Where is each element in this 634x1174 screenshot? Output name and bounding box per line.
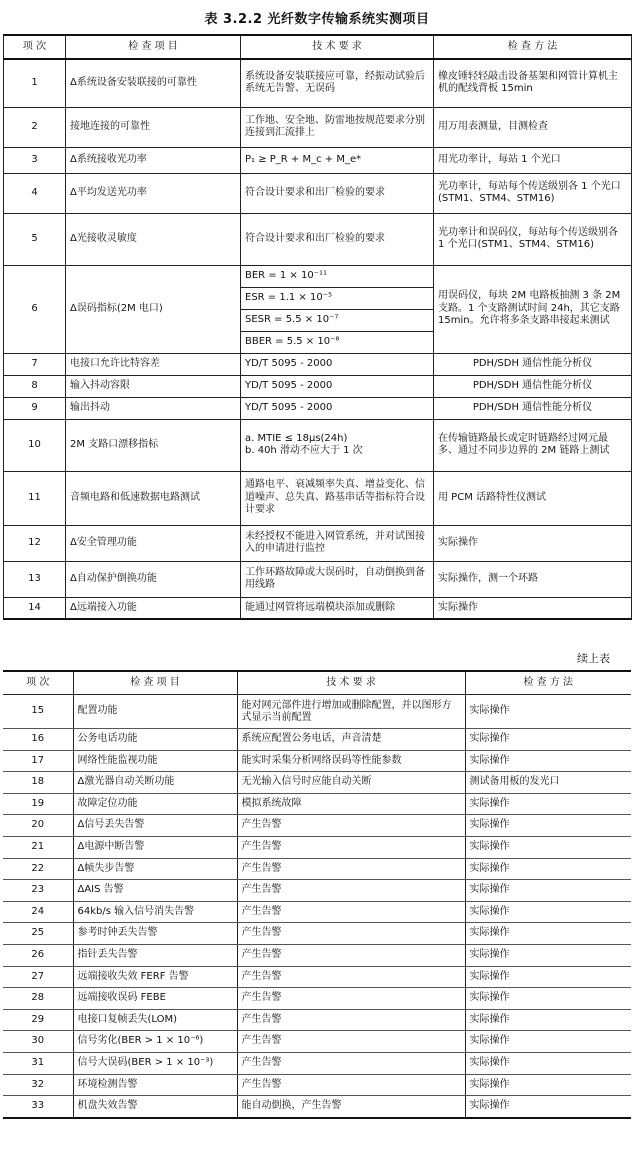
header-no: 项 次	[4, 35, 66, 59]
row-number: 32	[3, 1074, 73, 1096]
continued-label: 续上表	[577, 652, 610, 665]
row-number: 5	[4, 213, 66, 265]
check-method: 实际操作	[465, 836, 631, 858]
row-number: 33	[3, 1096, 73, 1118]
technical-requirement: 产生告警	[237, 836, 465, 858]
check-item: 接地连接的可靠性	[66, 107, 241, 147]
check-method: 实际操作	[465, 901, 631, 923]
row-number: 1	[4, 59, 66, 107]
row-number: 30	[3, 1031, 73, 1053]
check-method: 实际操作，测一个环路	[434, 561, 632, 597]
requirement-ber: BER = 1 × 10⁻¹¹	[241, 265, 434, 287]
table-row	[4, 561, 632, 597]
table-row	[3, 901, 631, 923]
technical-requirement: 能通过网管将远端模块添加或删除	[241, 597, 434, 619]
row-number: 29	[3, 1009, 73, 1031]
table-row	[3, 1074, 631, 1096]
header-method: 检 查 方 法	[434, 35, 632, 59]
row-number: 20	[3, 815, 73, 837]
check-method: PDH/SDH 通信性能分析仪	[434, 353, 632, 375]
check-item: Δ帧失步告警	[73, 858, 237, 880]
table-header-row	[4, 35, 632, 59]
table-row	[3, 750, 631, 772]
table-row	[3, 772, 631, 794]
table-row	[4, 353, 632, 375]
technical-requirement: 无光输入信号时应能自动关断	[237, 772, 465, 794]
check-method: 用误码仪，每块 2M 电路板抽测 3 条 2M 支路。1 个支路测试时间 24h，其它支路 15min。允许将多条支路串接起来测试	[434, 265, 632, 353]
header-requirement: 技 术 要 求	[237, 671, 465, 695]
check-method: 实际操作	[465, 1074, 631, 1096]
technical-requirement: 能实时采集分析网络误码等性能参数	[237, 750, 465, 772]
technical-requirement: 产生告警	[237, 858, 465, 880]
check-item: 电接口允许比特容差	[66, 353, 241, 375]
check-method: 实际操作	[465, 944, 631, 966]
row-number: 2	[4, 107, 66, 147]
technical-requirement: 产生告警	[237, 944, 465, 966]
check-item: 64kb/s 输入信号消失告警	[73, 901, 237, 923]
check-method: 实际操作	[465, 695, 631, 729]
check-item: 参考时钟丢失告警	[73, 923, 237, 945]
technical-requirement: 产生告警	[237, 988, 465, 1010]
row-number: 7	[4, 353, 66, 375]
technical-requirement: 产生告警	[237, 1009, 465, 1031]
table-row	[3, 695, 631, 729]
row-number: 17	[3, 750, 73, 772]
requirement-slip: b. 40h 滑动不应大于 1 次	[245, 445, 363, 456]
table-row	[4, 173, 632, 213]
row-number: 15	[3, 695, 73, 729]
check-method: 实际操作	[465, 750, 631, 772]
check-item: ΔAIS 告警	[73, 880, 237, 902]
check-item: 故障定位功能	[73, 793, 237, 815]
check-method: 光功率计和误码仪，每站每个传送级别各 1 个光口(STM1、STM4、STM16)	[434, 213, 632, 265]
row-number: 28	[3, 988, 73, 1010]
row-number: 3	[4, 147, 66, 173]
table-row	[4, 597, 632, 619]
table-row	[3, 1009, 631, 1031]
row-number: 27	[3, 966, 73, 988]
table-row	[4, 471, 632, 525]
check-method: 实际操作	[465, 815, 631, 837]
technical-requirement: 能对网元部件进行增加或删除配置，并以图形方式显示当前配置	[237, 695, 465, 729]
table-row	[3, 988, 631, 1010]
row-number: 25	[3, 923, 73, 945]
check-item: Δ电源中断告警	[73, 836, 237, 858]
header-method: 检 查 方 法	[465, 671, 631, 695]
row-number: 14	[4, 597, 66, 619]
technical-requirement: 产生告警	[237, 1052, 465, 1074]
row-number: 19	[3, 793, 73, 815]
check-method: 橡皮锤轻轻敲击设备基架和网管计算机主机的配线背板 15min	[434, 59, 632, 107]
header-no: 项 次	[3, 671, 73, 695]
technical-requirement: YD/T 5095 - 2000	[241, 353, 434, 375]
table-row	[4, 419, 632, 471]
header-item: 检 查 项 目	[66, 35, 241, 59]
table-row	[3, 880, 631, 902]
check-method: PDH/SDH 通信性能分析仪	[434, 375, 632, 397]
check-item: Δ系统设备安装联接的可靠性	[66, 59, 241, 107]
row-number: 18	[3, 772, 73, 794]
check-method: 实际操作	[465, 1031, 631, 1053]
check-method: 用 PCM 话路特性仪测试	[434, 471, 632, 525]
row-number: 22	[3, 858, 73, 880]
row-number: 31	[3, 1052, 73, 1074]
technical-requirement: 产生告警	[237, 880, 465, 902]
technical-requirement: YD/T 5095 - 2000	[241, 397, 434, 419]
check-item: 配置功能	[73, 695, 237, 729]
technical-requirement: 系统应配置公务电话，声音清楚	[237, 729, 465, 751]
table-header-row	[3, 671, 631, 695]
technical-requirement: 产生告警	[237, 923, 465, 945]
technical-requirement: 未经授权不能进入网管系统，并对试图接入的申请进行监控	[241, 525, 434, 561]
check-method: 实际操作	[465, 1052, 631, 1074]
check-item: 机盘失效告警	[73, 1096, 237, 1118]
row-number: 8	[4, 375, 66, 397]
row-number: 10	[4, 419, 66, 471]
row-number: 23	[3, 880, 73, 902]
requirement-esr: ESR = 1.1 × 10⁻⁵	[241, 287, 434, 309]
check-item: 网络性能监视功能	[73, 750, 237, 772]
technical-requirement: 模拟系统故障	[237, 793, 465, 815]
check-item: 信号劣化(BER > 1 × 10⁻⁶)	[73, 1031, 237, 1053]
table-row	[3, 1031, 631, 1053]
technical-requirement: 产生告警	[237, 901, 465, 923]
technical-requirement	[241, 419, 434, 471]
row-number: 6	[4, 265, 66, 353]
table-row	[4, 147, 632, 173]
check-item: 环境检测告警	[73, 1074, 237, 1096]
technical-requirement: 符合设计要求和出厂检验的要求	[241, 213, 434, 265]
check-method: 光功率计，每站每个传送级别各 1 个光口(STM1、STM4、STM16)	[434, 173, 632, 213]
table-row	[3, 923, 631, 945]
check-method: 实际操作	[465, 966, 631, 988]
technical-requirement: 能自动倒换，产生告警	[237, 1096, 465, 1118]
row-number: 12	[4, 525, 66, 561]
check-method: 实际操作	[465, 793, 631, 815]
continued-table	[3, 670, 631, 1119]
check-item: Δ激光器自动关断功能	[73, 772, 237, 794]
table-row	[4, 375, 632, 397]
table-row	[3, 815, 631, 837]
check-method: 实际操作	[465, 858, 631, 880]
check-method: 实际操作	[465, 729, 631, 751]
continued-table-body	[3, 695, 631, 1118]
table-row	[3, 944, 631, 966]
check-item: 电接口复帧丢失(LOM)	[73, 1009, 237, 1031]
requirement-mtie: a. MTIE ≤ 18μs(24h)	[245, 432, 348, 444]
technical-requirement: 产生告警	[237, 1031, 465, 1053]
table-row	[4, 213, 632, 265]
technical-requirement: 产生告警	[237, 1074, 465, 1096]
row-number: 16	[3, 729, 73, 751]
check-item: 远端接收误码 FEBE	[73, 988, 237, 1010]
check-item: Δ光接收灵敏度	[66, 213, 241, 265]
check-item: Δ系统接收光功率	[66, 147, 241, 173]
technical-requirement: 工作环路故障或大误码时，自动倒换到备用线路	[241, 561, 434, 597]
header-requirement: 技 术 要 求	[241, 35, 434, 59]
row-number: 21	[3, 836, 73, 858]
technical-requirement: 符合设计要求和出厂检验的要求	[241, 173, 434, 213]
header-item: 检 查 项 目	[73, 671, 237, 695]
check-method: 在传输链路最长或定时链路经过网元最多、通过不同步边界的 2M 链路上测试	[434, 419, 632, 471]
table-row	[3, 858, 631, 880]
check-item: 信号大误码(BER > 1 × 10⁻³)	[73, 1052, 237, 1074]
row-number: 24	[3, 901, 73, 923]
table-row	[4, 397, 632, 419]
technical-requirement: 工作地、安全地、防雷地按规范要求分别连接到汇流排上	[241, 107, 434, 147]
check-item: 输出抖动	[66, 397, 241, 419]
table-row	[4, 59, 632, 107]
check-item: 输入抖动容限	[66, 375, 241, 397]
check-method: 实际操作	[465, 923, 631, 945]
table-row	[3, 1096, 631, 1118]
check-item: Δ平均发送光功率	[66, 173, 241, 213]
table-row	[3, 1052, 631, 1074]
row-number: 13	[4, 561, 66, 597]
table-row	[3, 793, 631, 815]
row-number: 11	[4, 471, 66, 525]
check-method: 实际操作	[465, 1009, 631, 1031]
requirement-sesr: SESR = 5.5 × 10⁻⁷	[241, 309, 434, 331]
check-method: 实际操作	[465, 1096, 631, 1118]
technical-requirement: YD/T 5095 - 2000	[241, 375, 434, 397]
check-method: PDH/SDH 通信性能分析仪	[434, 397, 632, 419]
table-row	[4, 265, 632, 287]
check-method: 实际操作	[434, 597, 632, 619]
test-items-table	[3, 34, 632, 620]
row-number: 4	[4, 173, 66, 213]
check-item: 2M 支路口漂移指标	[66, 419, 241, 471]
check-item: 远端接收失效 FERF 告警	[73, 966, 237, 988]
technical-requirement: 系统设备安装联接应可靠，经振动试验后系统无告警、无误码	[241, 59, 434, 107]
row-number: 9	[4, 397, 66, 419]
check-item: Δ安全管理功能	[66, 525, 241, 561]
check-item: Δ信号丢失告警	[73, 815, 237, 837]
check-method: 实际操作	[434, 525, 632, 561]
technical-requirement: P₁ ≥ P_R + M_c + M_e*	[241, 147, 434, 173]
check-method: 实际操作	[465, 880, 631, 902]
requirement-bber: BBER = 5.5 × 10⁻⁸	[241, 331, 434, 353]
check-item: Δ自动保护倒换功能	[66, 561, 241, 597]
check-item: Δ误码指标(2M 电口)	[66, 265, 241, 353]
check-method: 测试备用板的发光口	[465, 772, 631, 794]
table-title: 表 3.2.2 光纤数字传输系统实测项目	[204, 12, 430, 27]
check-method: 实际操作	[465, 988, 631, 1010]
check-item: Δ远端接入功能	[66, 597, 241, 619]
table-row	[3, 729, 631, 751]
check-item: 指针丢失告警	[73, 944, 237, 966]
table-row	[3, 836, 631, 858]
check-item: 公务电话功能	[73, 729, 237, 751]
technical-requirement: 产生告警	[237, 966, 465, 988]
row-number: 26	[3, 944, 73, 966]
table-row	[3, 966, 631, 988]
check-item: 音频电路和低速数据电路测试	[66, 471, 241, 525]
technical-requirement: 产生告警	[237, 815, 465, 837]
check-method: 用万用表测量，目测检查	[434, 107, 632, 147]
technical-requirement: 通路电平、衰减频率失真、增益变化、信道噪声、总失真、路基串话等指标符合设计要求	[241, 471, 434, 525]
table-row	[4, 107, 632, 147]
check-method: 用光功率计，每站 1 个光口	[434, 147, 632, 173]
table-row	[4, 525, 632, 561]
